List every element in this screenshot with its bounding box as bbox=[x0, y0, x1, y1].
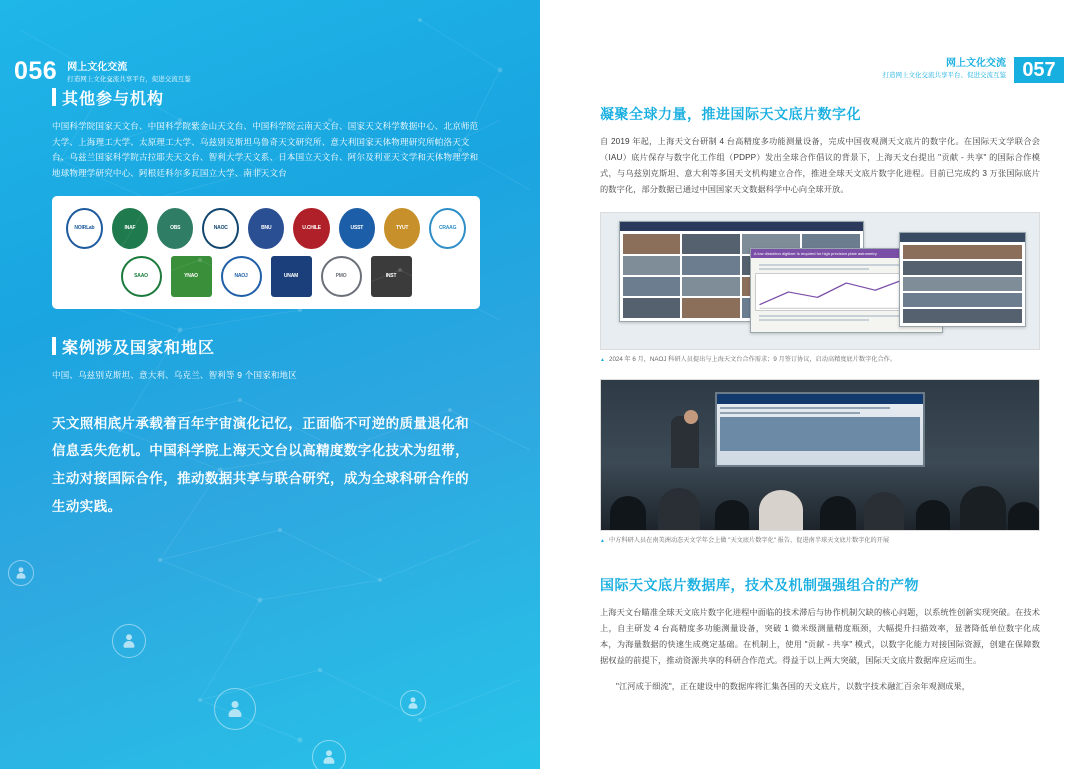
paragraph-2: 上海天文台瞄准全球天文底片数字化进程中面临的技术滞后与协作机制欠缺的核心问题，以系统性创新实现突破。在技术上，自主研发 4 台高精度多功能测量设备，突破 1 微米级测量精度瓶颈，大幅提升扫描效率，显著降低单位数字化成本，为海量数据的快速生成奠定基础。在机制上，使用 "贡献 - 共享" 模式，以数字化能力对接国际资源，创建在保障数据权益的前提下，推动资源共享的科研合作范式。得益于以上两大突破，国际天文底片数据库应运而生。 bbox=[600, 608, 1040, 665]
figure-1-caption: ▲ 2024 年 6 月，NAOJ 科研人员提出与上海天文台合作需求；9 月签订协议，启动高精度底片数字化合作。 bbox=[600, 355, 1040, 366]
person-icon-2 bbox=[112, 624, 146, 658]
left-header-title: 网上文化交流 bbox=[67, 61, 128, 73]
projection-title-bar bbox=[717, 394, 923, 404]
logo-noirlab: NOIRLab bbox=[66, 208, 103, 249]
figure-meeting-screens bbox=[600, 212, 1040, 366]
person-icon-1 bbox=[8, 560, 34, 586]
right-header-text bbox=[883, 57, 1007, 86]
person-icon-3 bbox=[214, 688, 256, 730]
logo-naoj: NAOJ bbox=[221, 256, 262, 297]
left-header-subtitle: 打造网上文化交流共享平台，促进交流互鉴 bbox=[67, 75, 191, 83]
figure-1-image bbox=[600, 212, 1040, 350]
institution-logo-panel bbox=[52, 196, 480, 309]
figure-2-caption: ▲ 中方科研人员在南美洲动态天文学年会上做 "天文底片数字化" 报告，促进南半球天文底片数字化的开展 bbox=[600, 536, 1040, 547]
left-header-text bbox=[67, 61, 191, 86]
logo-row-1 bbox=[66, 208, 466, 249]
pull-quote: 天文照相底片承载着百年宇宙演化记忆，正面临不可逆的质量退化和信息丢失危机。中国科学院上海天文台以高精度数字化技术为纽带，主动对接国际合作，推动数据共享与联合研究，成为全球科研合作的生动实践。 bbox=[52, 415, 469, 514]
right-content-column bbox=[540, 104, 1080, 695]
logo-craag: CRAAG bbox=[429, 208, 466, 249]
page-number-right: 057 bbox=[1014, 57, 1064, 83]
projection-photo bbox=[720, 417, 920, 451]
participants-list bbox=[900, 242, 1025, 326]
logo-inaf: INAF bbox=[112, 208, 148, 249]
right-page-header bbox=[540, 0, 1080, 86]
right-header-title: 网上文化交流 bbox=[946, 57, 1006, 69]
paragraph-1: 自 2019 年起，上海天文台研制 4 台高精度多功能测量设备，完成中国夜观测天文底片的数字化。在国际天文学联合会（IAU）底片保存与数字化工作组（PDPP）发出全球合作倡议的背景下，上海天文台提出 "贡献 - 共享" 的国际合作模式，与乌兹别克斯坦、意大利等多国天文机构建立合作，推进全球天文底片数字化进程。目前已完成约 3 万张国际底片的数字化，部分数据已通过中国国家天文数据科学中心向全球开放。 bbox=[600, 137, 1040, 194]
paragraph-3: "江河成于细流"，正在建设中的数据库将汇集各国的天文底片，以数字技术融汇百余年观测成果， bbox=[616, 681, 971, 691]
page-number-left: 056 bbox=[14, 57, 58, 85]
projection-content bbox=[717, 404, 923, 454]
logo-ynao: YNAO bbox=[171, 256, 212, 297]
logo-pmo: PMO bbox=[321, 256, 362, 297]
person-icon-4 bbox=[312, 740, 346, 769]
section-body-countries: 中国、乌兹别克斯坦、意大利、乌克兰、智利等 9 个国家和地区 bbox=[52, 369, 297, 380]
logo-tyut: TYUT bbox=[384, 208, 420, 249]
logo-bnu: BNU bbox=[248, 208, 284, 249]
slide-banner: A low distortion digitizer is required for high precision plate astrometry bbox=[751, 249, 942, 258]
section-body-other-institutions: 中国科学院国家天文台、中国科学院紫金山天文台、中国科学院云南天文台、国家天文科学数据中心、北京师范大学、上海理工大学、太原理工大学、乌兹别克斯坦乌鲁奇天文研究所、意大利国家天体物理研究所帕洛天文台、乌兹兰国家科学院古拉耶夫天文台、智利大学天文系、日本国立天文台、阿尔及利亚天文学和天体物理学和地球物理学研究中心、阿根廷科尔多瓦国立大学、南非天文台 bbox=[52, 121, 479, 179]
logo-institute: INST bbox=[371, 256, 412, 297]
logo-row-2 bbox=[66, 256, 466, 297]
section-title-other-institutions: 其他参与机构 bbox=[52, 86, 540, 109]
right-page bbox=[540, 0, 1080, 769]
projection-screen bbox=[715, 392, 925, 467]
screenshot-participants-panel bbox=[899, 232, 1026, 327]
logo-uchile: U.CHILE bbox=[293, 208, 329, 249]
section-title-countries: 案例涉及国家和地区 bbox=[52, 335, 540, 358]
heading-international-database: 国际天文底片数据库，技术及机制强强组合的产物 bbox=[600, 577, 919, 593]
logo-observatory: OBS bbox=[157, 208, 193, 249]
heading-global-digitization: 凝聚全球力量，推进国际天文底片数字化 bbox=[600, 106, 861, 122]
audience-silhouettes bbox=[601, 461, 1039, 530]
figure-conference-hall bbox=[600, 379, 1040, 547]
person-icon-5 bbox=[400, 690, 426, 716]
logo-usst: USST bbox=[339, 208, 375, 249]
logo-unam: UNAM bbox=[271, 256, 312, 297]
figure-2-image bbox=[600, 379, 1040, 531]
screenshot-titlebar bbox=[620, 222, 863, 231]
left-page-header bbox=[0, 0, 540, 86]
right-header-subtitle: 打造网上文化交流共享平台、促进交流互鉴 bbox=[882, 71, 1006, 79]
logo-naoc: NAOC bbox=[202, 208, 239, 249]
logo-saao: SAAO bbox=[121, 256, 162, 297]
